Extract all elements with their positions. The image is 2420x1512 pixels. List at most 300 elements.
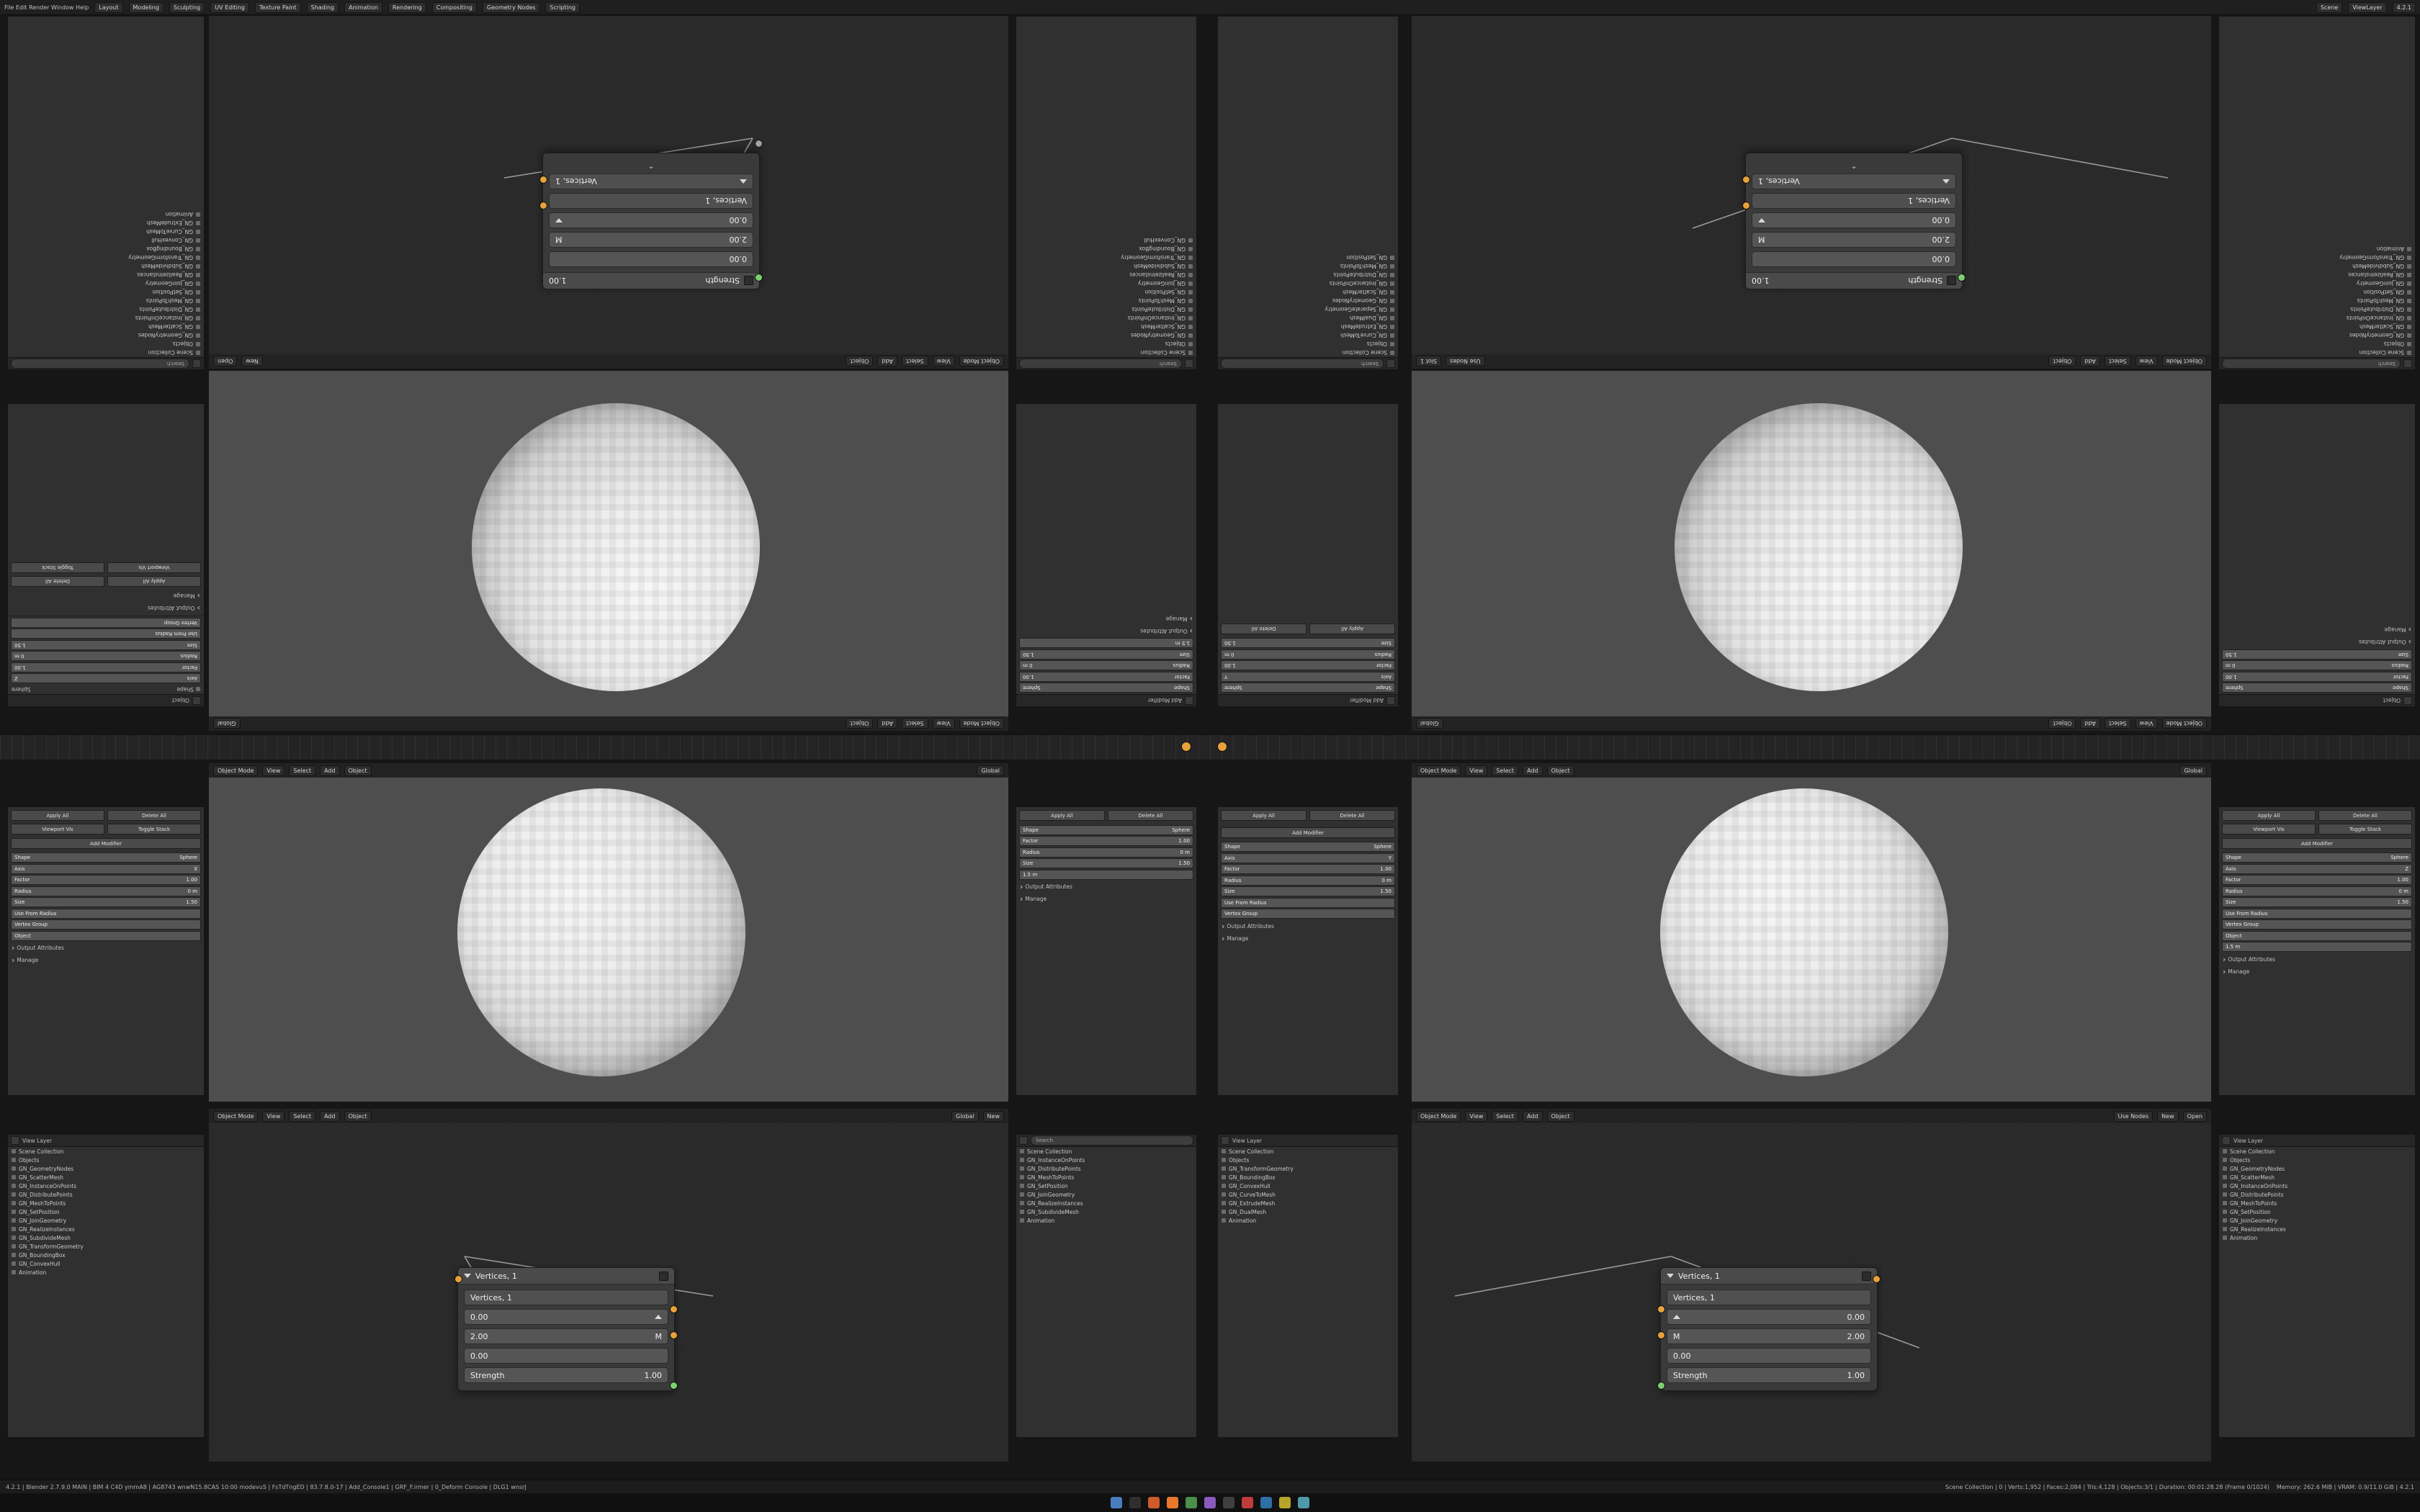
node4-body[interactable] <box>1661 1284 1877 1390</box>
properties-header-3[interactable] <box>1218 694 1398 706</box>
node3-body[interactable] <box>458 1284 674 1390</box>
factor-field-2[interactable] <box>1019 672 1193 682</box>
list-item[interactable] <box>1016 1164 1196 1173</box>
list-item[interactable] <box>8 262 204 271</box>
viewport-canvas-1[interactable] <box>209 371 1008 716</box>
sphere-object-3[interactable] <box>457 788 745 1076</box>
node2-field-2[interactable] <box>1752 212 1956 228</box>
viewport-object-3[interactable]: Object <box>344 765 372 776</box>
list-item[interactable] <box>2219 262 2415 271</box>
properties-icon[interactable] <box>2403 696 2412 705</box>
node-editor-mode-3[interactable]: Object Mode <box>213 1111 258 1122</box>
viewport-object-1[interactable]: Object <box>846 719 873 729</box>
node4-socket-orange-left-2[interactable] <box>1657 1331 1665 1339</box>
node-editor-mode-4[interactable]: Object Mode <box>1416 1111 1461 1122</box>
list-item[interactable] <box>1016 236 1196 245</box>
viewport-vis-button-l[interactable]: Viewport Vis <box>11 824 104 834</box>
node-menu-add-4[interactable]: Add <box>1523 1111 1543 1122</box>
list-item[interactable] <box>1016 1207 1196 1216</box>
viewport-object-4[interactable]: Object <box>1547 765 1574 776</box>
apply-all-button-cl[interactable]: Apply All <box>1019 810 1105 821</box>
sphere-object-2[interactable] <box>1675 403 1963 691</box>
filter-icon[interactable] <box>1185 359 1193 368</box>
filter-icon[interactable] <box>192 359 201 368</box>
size-field-l[interactable] <box>11 897 201 907</box>
node-use-nodes-4[interactable]: Use Nodes <box>2114 1111 2154 1122</box>
shape-field-2[interactable] <box>1019 683 1193 693</box>
node-menu-add-2[interactable]: Add <box>2080 356 2100 367</box>
list-item[interactable] <box>2219 323 2415 331</box>
list-item[interactable] <box>1016 1147 1196 1156</box>
viewport-mode-2[interactable]: Object Mode <box>2162 719 2207 729</box>
modifier-buttons-2[interactable] <box>8 824 204 834</box>
node-editor-top-right[interactable] <box>1412 16 2211 369</box>
node-editor-bottom-right[interactable] <box>1412 1109 2211 1462</box>
chevron-right-icon[interactable]: › <box>197 591 200 600</box>
factor-field-3[interactable] <box>1221 661 1395 671</box>
shape-field-cr[interactable] <box>1221 842 1395 852</box>
modifier-panel-lower-right[interactable] <box>2218 806 2416 1096</box>
properties-mid-right[interactable] <box>2218 403 2416 707</box>
outliner-search-4[interactable]: Search <box>2222 359 2401 369</box>
geometry-node-card-3[interactable] <box>457 1267 675 1391</box>
node-canvas-2[interactable] <box>1412 16 2211 354</box>
viewport-mode-1[interactable]: Object Mode <box>959 719 1004 729</box>
blender-icon[interactable] <box>1167 1497 1178 1508</box>
outliner-list-2[interactable] <box>1016 236 1196 357</box>
outliner-header-7[interactable] <box>1218 1135 1398 1147</box>
list-item[interactable] <box>1016 340 1196 348</box>
workspace-tab-5[interactable]: Shading <box>307 2 339 13</box>
list-item[interactable] <box>1016 262 1196 271</box>
shape-field-l[interactable] <box>11 852 201 863</box>
workspace-tab-2[interactable]: Sculpting <box>169 2 205 13</box>
delete-all-button-3[interactable]: Delete All <box>1221 624 1307 634</box>
chevron-down-icon[interactable] <box>555 218 563 222</box>
distance-field-2[interactable] <box>1019 639 1193 649</box>
modifier-buttons-1[interactable] <box>8 807 204 824</box>
list-item[interactable] <box>8 1199 204 1207</box>
outliner-bottom-left[interactable] <box>7 1134 205 1438</box>
list-item[interactable] <box>1016 1199 1196 1207</box>
filter-icon[interactable] <box>11 1136 19 1145</box>
node-menu-view-2[interactable]: View <box>2136 356 2158 367</box>
outliner-top-left[interactable] <box>7 16 205 370</box>
filter-icon[interactable] <box>1019 1136 1028 1145</box>
timeline-strip[interactable] <box>0 734 2420 760</box>
size-field-cr[interactable] <box>1221 886 1395 896</box>
image-viewer-icon[interactable] <box>1204 1497 1216 1508</box>
settings-icon[interactable] <box>1223 1497 1234 1508</box>
list-item[interactable] <box>1016 1190 1196 1199</box>
node-menu-view[interactable]: View <box>933 356 955 367</box>
viewport-add-2[interactable]: Add <box>2080 719 2100 729</box>
node4-field-2[interactable] <box>1667 1348 1871 1364</box>
list-item[interactable] <box>1016 1182 1196 1190</box>
node-collapse-icon[interactable]: ⌃ <box>647 161 655 170</box>
manage-cl[interactable] <box>1016 893 1196 905</box>
manage-section[interactable] <box>8 590 204 602</box>
node2-body[interactable] <box>1746 153 1962 272</box>
node-editor-bottom-left[interactable] <box>209 1109 1008 1462</box>
outliner-header-2[interactable] <box>1016 357 1196 369</box>
properties-mid-center-left[interactable] <box>1016 403 1197 707</box>
modifier-panel-lower-center-left[interactable] <box>1016 806 1197 1096</box>
app-menu-bar[interactable] <box>0 0 2420 15</box>
filter-icon[interactable] <box>2403 359 2412 368</box>
outliner-top-center-right[interactable] <box>1217 16 1399 370</box>
distance-field-r[interactable] <box>2222 942 2412 952</box>
vertex-group-cr[interactable] <box>1221 909 1395 919</box>
axis-field[interactable] <box>11 674 201 684</box>
calc-icon[interactable] <box>1260 1497 1272 1508</box>
node3-header[interactable] <box>458 1268 674 1284</box>
manage-section-2[interactable] <box>1016 613 1196 625</box>
shape-field-3[interactable] <box>1221 683 1395 693</box>
properties-header-1[interactable] <box>8 694 204 706</box>
music-icon[interactable] <box>1298 1497 1309 1508</box>
outliner-row-objects-b[interactable] <box>8 1156 204 1164</box>
list-item[interactable] <box>8 1190 204 1199</box>
outliner-bottom-center-left[interactable] <box>1016 1134 1197 1438</box>
viewport-view-3[interactable]: View <box>262 765 284 776</box>
viewport-mode-3[interactable]: Object Mode <box>213 765 258 776</box>
list-item[interactable] <box>8 236 204 245</box>
node-header-strength[interactable] <box>543 272 759 289</box>
workspace-tab-7[interactable]: Rendering <box>388 2 426 13</box>
node-open-button-4[interactable]: Open <box>2183 1111 2207 1122</box>
chevron-down-icon-2[interactable] <box>1758 218 1765 222</box>
node2-output-socket-green[interactable] <box>1958 274 1966 282</box>
files-icon[interactable] <box>1111 1497 1122 1508</box>
node-new-button[interactable]: New <box>241 356 262 367</box>
node2-header-strength[interactable] <box>1746 272 1962 289</box>
node-menu-node-3[interactable]: Object <box>344 1111 372 1122</box>
node-editor-header-2[interactable] <box>1412 354 2211 369</box>
node2-field-1[interactable] <box>1752 232 1956 248</box>
outliner-row-scene-b[interactable] <box>8 1147 204 1156</box>
list-item[interactable] <box>2219 1199 2415 1207</box>
factor-field-4[interactable] <box>2222 672 2412 682</box>
view-layer-selector[interactable]: ViewLayer <box>2348 2 2386 13</box>
toggle-stack-button-r[interactable]: Toggle Stack <box>2318 824 2412 834</box>
list-item[interactable] <box>1218 1182 1398 1190</box>
outliner-row-scene[interactable] <box>8 348 204 357</box>
node-editor-top-left[interactable] <box>209 16 1008 369</box>
list-item[interactable] <box>2219 1164 2415 1173</box>
properties-mid-center-right[interactable] <box>1217 403 1399 707</box>
apply-all-button-l[interactable]: Apply All <box>11 810 104 821</box>
node2-input-socket-orange-1[interactable] <box>1742 202 1750 210</box>
delete-all-button-l[interactable]: Delete All <box>107 810 201 821</box>
node4-header[interactable] <box>1661 1268 1877 1284</box>
viewport-header-1[interactable] <box>209 716 1008 731</box>
node-editor-mode[interactable]: Object Mode <box>959 356 1004 367</box>
node-menu-select[interactable]: Select <box>902 356 928 367</box>
node-canvas-1[interactable] <box>209 16 1008 354</box>
manage-r[interactable] <box>2219 966 2415 978</box>
list-item[interactable] <box>1218 314 1398 323</box>
list-item[interactable] <box>8 245 204 253</box>
list-item[interactable] <box>2219 288 2415 297</box>
node-editor-mode-2[interactable]: Object Mode <box>2162 356 2207 367</box>
node-input-socket-orange-1[interactable] <box>539 202 547 210</box>
factor-field[interactable] <box>11 662 201 672</box>
node2-field-0[interactable] <box>1752 251 1956 267</box>
list-item[interactable] <box>1218 262 1398 271</box>
list-item[interactable] <box>2219 1216 2415 1225</box>
add-modifier-button-cr[interactable]: Add Modifier <box>1221 827 1395 838</box>
list-item[interactable] <box>1016 305 1196 314</box>
node4-strength-row[interactable] <box>1667 1367 1871 1383</box>
viewport-global-4[interactable]: Global <box>2179 765 2207 776</box>
node-input-socket-orange-2[interactable] <box>539 176 547 184</box>
node-menu-view-4[interactable]: View <box>1465 1111 1487 1122</box>
workspace-tab-8[interactable]: Compositing <box>432 2 477 13</box>
taskbar[interactable] <box>0 1493 2420 1512</box>
list-item[interactable] <box>8 1216 204 1225</box>
list-item[interactable] <box>8 253 204 262</box>
output-attributes-l[interactable] <box>8 942 204 954</box>
radius-field-3[interactable] <box>1221 649 1395 660</box>
use-from-radius-field[interactable] <box>11 629 201 639</box>
sphere-object-1[interactable] <box>472 403 760 691</box>
node3-vertices-row[interactable] <box>464 1290 668 1305</box>
outliner-search-3[interactable]: Search <box>1221 359 1384 369</box>
media-icon[interactable] <box>1242 1497 1253 1508</box>
radius-field-2[interactable] <box>1019 661 1193 671</box>
list-item[interactable] <box>2219 1173 2415 1182</box>
list-item[interactable] <box>1218 340 1398 348</box>
node4-socket-orange-left-1[interactable] <box>1657 1305 1665 1313</box>
list-item[interactable] <box>2219 305 2415 314</box>
chevron-right-icon[interactable]: › <box>12 955 15 965</box>
list-item[interactable] <box>1016 323 1196 331</box>
list-item[interactable] <box>2219 331 2415 340</box>
mail-icon[interactable] <box>1279 1497 1291 1508</box>
viewport-vis-button[interactable]: Viewport Vis <box>107 562 201 573</box>
apply-all-button-r[interactable]: Apply All <box>2222 810 2316 821</box>
list-item[interactable] <box>1218 1156 1398 1164</box>
list-item[interactable] <box>8 1225 204 1233</box>
workspace-tab-1[interactable]: Modeling <box>129 2 163 13</box>
list-item[interactable] <box>8 1242 204 1251</box>
list-item[interactable] <box>2219 314 2415 323</box>
properties-buttons-3[interactable] <box>1218 621 1398 637</box>
node-menu-node[interactable]: Object <box>846 356 873 367</box>
workspace-tab-3[interactable]: UV Editing <box>210 2 249 13</box>
chevron-right-icon[interactable]: › <box>1020 894 1023 904</box>
list-item[interactable] <box>1218 305 1398 314</box>
apply-all-button-cr[interactable]: Apply All <box>1221 810 1307 821</box>
viewport-add-3[interactable]: Add <box>320 765 340 776</box>
list-item[interactable] <box>1218 1147 1398 1156</box>
timeline-keyframe-marker-2[interactable] <box>1217 742 1227 752</box>
properties-section-shape[interactable] <box>8 685 204 694</box>
list-item[interactable] <box>1218 288 1398 297</box>
node-editor-header-3[interactable] <box>209 1109 1008 1124</box>
size-field-2[interactable] <box>1019 649 1193 660</box>
output-attributes-cl[interactable] <box>1016 881 1196 893</box>
viewport-select-1[interactable]: Select <box>902 719 928 729</box>
list-item[interactable] <box>1218 1199 1398 1207</box>
apply-all-button[interactable]: Apply All <box>107 576 201 587</box>
output-attributes-section-4[interactable] <box>2219 636 2415 649</box>
node-strength-value[interactable]: 1.00 <box>549 276 567 286</box>
chevron-right-icon[interactable]: › <box>1020 882 1023 891</box>
add-modifier-button-l[interactable]: Add Modifier <box>11 838 201 849</box>
outliner-header-4[interactable] <box>2219 357 2415 369</box>
radius-field-l[interactable] <box>11 886 201 896</box>
list-item[interactable] <box>1016 279 1196 288</box>
viewport-view-1[interactable]: View <box>933 719 955 729</box>
chevron-right-icon[interactable]: › <box>2408 625 2411 635</box>
node2-vertices-row[interactable] <box>1752 193 1956 209</box>
use-from-radius-l[interactable] <box>11 909 201 919</box>
viewport-canvas-2[interactable] <box>1412 371 2211 716</box>
chevron-up-icon-2[interactable] <box>1942 179 1950 184</box>
node4-socket-green[interactable] <box>1657 1382 1665 1390</box>
viewport-global-2[interactable]: Global <box>1416 719 1443 729</box>
app-menu-left[interactable]: File Edit Render Window Help <box>4 4 89 11</box>
geometry-node-card-4[interactable] <box>1660 1267 1878 1391</box>
list-item[interactable] <box>8 1251 204 1259</box>
output-attributes-cr[interactable] <box>1218 920 1398 932</box>
node-editor-header-1[interactable] <box>209 354 1008 369</box>
shape-value[interactable]: Sphere <box>12 686 31 693</box>
list-item[interactable] <box>1218 1216 1398 1225</box>
node2-collapse-icon[interactable]: ⌃ <box>1850 161 1857 170</box>
list-item[interactable] <box>1016 348 1196 357</box>
outliner-header-3[interactable] <box>1218 357 1398 369</box>
properties-header-2[interactable] <box>1016 694 1196 706</box>
list-item[interactable] <box>1218 1190 1398 1199</box>
viewport-lower-right[interactable] <box>1412 763 2211 1102</box>
list-item[interactable] <box>8 228 204 236</box>
viewport-header-2[interactable] <box>1412 716 2211 731</box>
node-menu-select-4[interactable]: Select <box>1492 1111 1518 1122</box>
list-item[interactable] <box>1218 323 1398 331</box>
size-field-cl[interactable] <box>1019 858 1193 868</box>
vertex-group-l[interactable] <box>11 919 201 930</box>
list-item[interactable] <box>1218 1164 1398 1173</box>
use-from-radius-cr[interactable] <box>1221 898 1395 908</box>
node4-field-0[interactable] <box>1667 1309 1871 1325</box>
viewport-mode-4[interactable]: Object Mode <box>1416 765 1461 776</box>
radius-field-4[interactable] <box>2222 661 2412 671</box>
node-menu-add-3[interactable]: Add <box>320 1111 340 1122</box>
list-item[interactable] <box>2219 279 2415 288</box>
node-input-socket-gray-1[interactable] <box>755 140 763 148</box>
scene-selector[interactable]: Scene <box>2316 2 2342 13</box>
viewport-canvas-3[interactable] <box>209 778 1008 1102</box>
apply-all-button-3[interactable]: Apply All <box>1309 624 1395 634</box>
radius-field-r[interactable] <box>2222 886 2412 896</box>
node-field-1[interactable] <box>549 232 753 248</box>
axis-field-3[interactable] <box>1221 672 1395 682</box>
list-item[interactable] <box>2219 1190 2415 1199</box>
list-item[interactable] <box>1016 1216 1196 1225</box>
object-field-r[interactable] <box>2222 931 2412 941</box>
list-item[interactable] <box>8 219 204 228</box>
modifier-buttons-r[interactable] <box>2219 807 2415 824</box>
node-menu-node-2[interactable]: Object <box>2048 356 2076 367</box>
delete-all-button-cl[interactable]: Delete All <box>1108 810 1193 821</box>
properties-mid-left[interactable] <box>7 403 205 707</box>
list-item[interactable] <box>1218 331 1398 340</box>
filter-icon[interactable] <box>1221 1136 1229 1145</box>
factor-field-l[interactable] <box>11 875 201 885</box>
outliner-list-3[interactable] <box>1218 253 1398 357</box>
list-item[interactable] <box>8 1164 204 1173</box>
node-menu-select-2[interactable]: Select <box>2105 356 2131 367</box>
node2-vertices-row-2[interactable] <box>1752 174 1956 189</box>
outliner-top-center-left[interactable] <box>1016 16 1197 370</box>
viewport-global-3[interactable]: Global <box>977 765 1004 776</box>
terminal-icon[interactable] <box>1129 1497 1141 1508</box>
node-use-nodes-2[interactable]: Use Nodes <box>1446 356 1485 367</box>
node3-field-2[interactable] <box>464 1348 668 1364</box>
chevron-down-icon-3[interactable] <box>464 1274 471 1278</box>
outliner-row-animation-b[interactable] <box>8 1268 204 1277</box>
list-item[interactable] <box>8 305 204 314</box>
node-vertices-row[interactable] <box>549 193 753 209</box>
radius-field[interactable] <box>11 652 201 662</box>
chevron-right-icon[interactable]: › <box>2408 637 2411 647</box>
toggle-stack-button[interactable]: Toggle Stack <box>11 562 104 573</box>
properties-header-4[interactable] <box>2219 694 2415 706</box>
list-item[interactable] <box>1218 1207 1398 1216</box>
chevron-up-icon-4[interactable] <box>1673 1315 1680 1319</box>
outliner-row-animation[interactable] <box>8 210 204 219</box>
sphere-object-4[interactable] <box>1660 788 1948 1076</box>
list-item[interactable] <box>2219 1207 2415 1216</box>
list-item[interactable] <box>8 279 204 288</box>
output-attributes-section-2[interactable] <box>1016 625 1196 637</box>
list-item[interactable] <box>8 323 204 331</box>
node3-strength-row[interactable] <box>464 1367 668 1383</box>
node2-strength-value[interactable]: 1.00 <box>1752 276 1770 286</box>
node-field-2[interactable] <box>549 212 753 228</box>
outliner-search-2[interactable]: Search <box>1019 359 1182 369</box>
list-item[interactable] <box>2219 1182 2415 1190</box>
outliner-list-4[interactable] <box>2219 245 2415 357</box>
outliner-header-5[interactable] <box>8 1135 204 1147</box>
viewport-object-2[interactable]: Object <box>2048 719 2076 729</box>
delete-all-button-cr[interactable]: Delete All <box>1309 810 1395 821</box>
geometry-node-card-2[interactable] <box>1745 153 1963 289</box>
list-item[interactable] <box>1218 271 1398 279</box>
size-field-3[interactable] <box>1221 639 1395 649</box>
properties-buttons-2[interactable] <box>8 559 204 573</box>
list-item[interactable] <box>1218 253 1398 262</box>
list-item[interactable] <box>2219 245 2415 253</box>
axis-field-r[interactable] <box>2222 864 2412 874</box>
outliner-list-1[interactable] <box>8 210 204 357</box>
list-item[interactable] <box>2219 340 2415 348</box>
viewport-add-4[interactable]: Add <box>1523 765 1543 776</box>
viewport-add-1[interactable]: Add <box>877 719 897 729</box>
list-item[interactable] <box>2219 271 2415 279</box>
modifier-panel-lower-center-right[interactable] <box>1217 806 1399 1096</box>
properties-buttons-1[interactable] <box>8 573 204 590</box>
list-item[interactable] <box>8 271 204 279</box>
node3-socket-orange-right-1[interactable] <box>670 1305 678 1313</box>
filter-icon[interactable] <box>2222 1136 2231 1145</box>
outliner-header-1[interactable] <box>8 357 204 369</box>
node-menu-add[interactable]: Add <box>877 356 897 367</box>
viewport-view-2[interactable]: View <box>2136 719 2158 729</box>
